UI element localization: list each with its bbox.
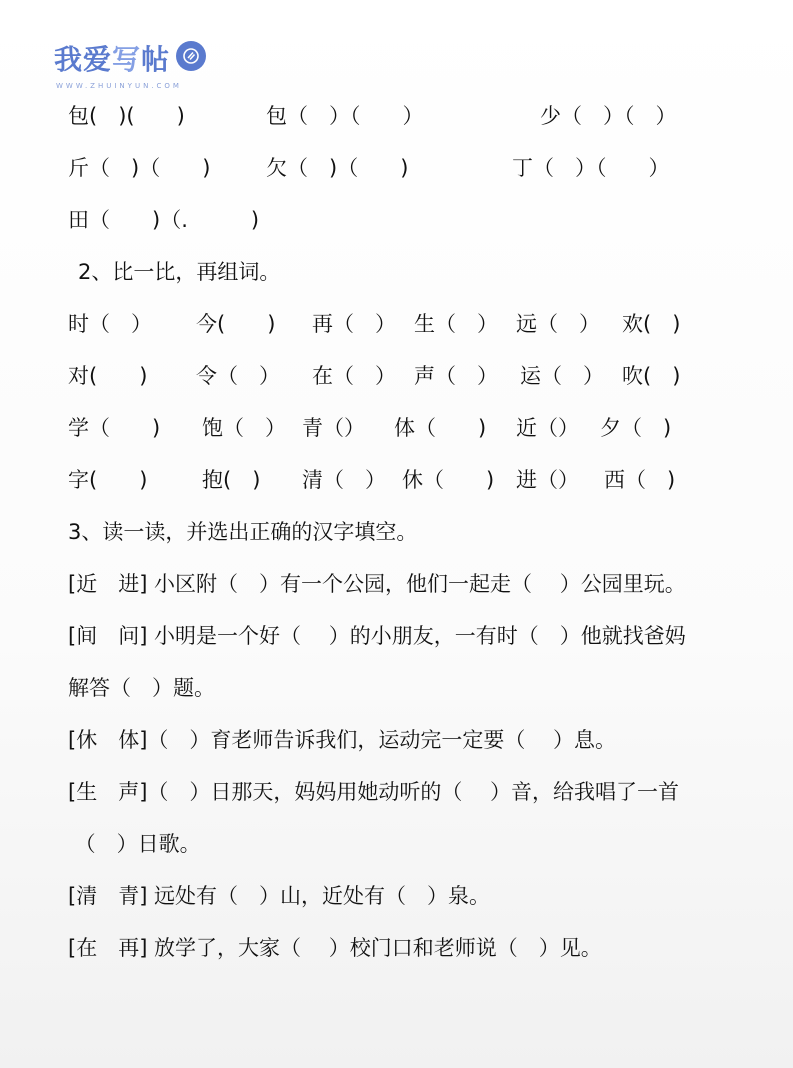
section2-title: 2、比一比，再组词。 bbox=[78, 260, 281, 284]
sentence-line: [在 再] 放学了，大家（ ）校门口和老师说（ ）见。 bbox=[68, 936, 602, 960]
word-group: 西（ ) bbox=[604, 468, 676, 492]
word-group: 斤（ )（ ) bbox=[68, 156, 211, 180]
section3-title: 3、读一读，并选出正确的汉字填空。 bbox=[68, 520, 418, 544]
section1-row bbox=[0, 152, 793, 184]
section1-row bbox=[0, 204, 793, 236]
word-group: 运（ ） bbox=[520, 364, 604, 388]
word-group: 远（ ） bbox=[516, 312, 600, 336]
word-group: 近（） bbox=[516, 416, 579, 440]
word-group: 夕（ ) bbox=[600, 416, 672, 440]
word-group: 体（ ) bbox=[394, 416, 487, 440]
word-group: 学（ ) bbox=[68, 416, 161, 440]
word-group: 对( ) bbox=[68, 364, 148, 388]
chat-bubble-icon bbox=[176, 41, 206, 71]
sentence-line: [生 声]（ ）日那天，妈妈用她动听的（ ）音，给我唱了一首 bbox=[68, 780, 680, 804]
word-group: 青（） bbox=[302, 416, 365, 440]
sentence-line: [近 进] 小区附（ ）有一个公园，他们一起走（ ）公园里玩。 bbox=[68, 572, 686, 596]
word-group: 丁（ ）（ ） bbox=[512, 156, 670, 180]
section1-row bbox=[0, 100, 793, 132]
word-group: 休（ ) bbox=[402, 468, 495, 492]
watermark-logo bbox=[54, 38, 206, 78]
compare-row bbox=[0, 464, 793, 496]
word-group: 包( )( ) bbox=[68, 104, 185, 128]
word-group: 田（ )（. ) bbox=[68, 208, 260, 232]
word-group: 在（ ） bbox=[312, 364, 396, 388]
word-group: 字( ) bbox=[68, 468, 148, 492]
sentence-line: [休 体]（ ）育老师告诉我们，运动完一定要（ ）息。 bbox=[68, 728, 617, 752]
word-group: 少（ ）（ ） bbox=[540, 104, 677, 128]
watermark-brand: 我爱写帖 bbox=[54, 43, 171, 76]
word-group: 欢( ) bbox=[622, 312, 681, 336]
word-group: 清（ ） bbox=[302, 468, 386, 492]
word-group: 今( ) bbox=[196, 312, 276, 336]
compare-row bbox=[0, 308, 793, 340]
word-group: 时（ ） bbox=[68, 312, 152, 336]
word-group: 再（ ） bbox=[312, 312, 396, 336]
sentence-line: 解答（ ）题。 bbox=[68, 676, 215, 700]
word-group: 吹( ) bbox=[622, 364, 681, 388]
word-group: 抱( ) bbox=[202, 468, 261, 492]
watermark-url: WWW.ZHUINYUN.COM bbox=[56, 82, 182, 90]
word-group: 饱（ ） bbox=[202, 416, 286, 440]
sentence-line: [间 问] 小明是一个好（ ）的小朋友，一有时（ ）他就找爸妈 bbox=[68, 624, 686, 648]
word-group: 进（） bbox=[516, 468, 579, 492]
word-group: 包（ ）（ ） bbox=[266, 104, 424, 128]
compare-row bbox=[0, 360, 793, 392]
word-group: 令（ ） bbox=[196, 364, 280, 388]
word-group: 欠（ )（ ) bbox=[266, 156, 409, 180]
compare-row bbox=[0, 412, 793, 444]
word-group: 生（ ） bbox=[414, 312, 498, 336]
sentence-line: （ ）日歌。 bbox=[68, 832, 201, 856]
sentence-line: [清 青] 远处有（ ）山，近处有（ ）泉。 bbox=[68, 884, 491, 908]
word-group: 声（ ） bbox=[414, 364, 498, 388]
